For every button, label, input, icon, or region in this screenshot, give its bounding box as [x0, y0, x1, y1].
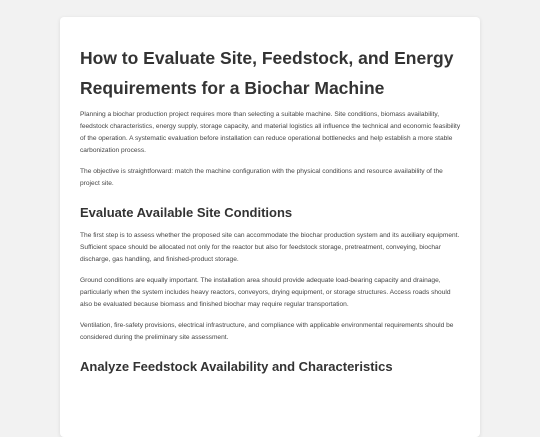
section-heading-feedstock: Analyze Feedstock Availability and Characteristics	[80, 359, 393, 374]
section-heading-site-conditions: Evaluate Available Site Conditions	[80, 205, 293, 220]
section-paragraph: Ground conditions are equally important. The installation area should provide adequate load-bearing capacity and drainage, particularly when the system includes heavy reactors, conveyors, drying equipment, or storage structures. Access roads should also be evaluated because biomass and finished biochar may require regular transportation.	[80, 277, 451, 308]
intro-paragraph: The objective is straightforward: match the machine configuration with the physical conditions and resource availability of the project site.	[80, 168, 443, 187]
article-content	[80, 43, 462, 384]
section-paragraph: Ventilation, fire-safety provisions, electrical infrastructure, and compliance with applicable environmental requirements should be considered during the preliminary site assessment.	[80, 322, 454, 341]
article-title: How to Evaluate Site, Feedstock, and Energy Requirements for a Biochar Machine	[80, 48, 454, 98]
intro-paragraph: Planning a biochar production project requires more than selecting a suitable machine. Site conditions, biomass availability, feedstock characteristics, energy supply, storage capacity, and material logistics all influence the technical and economic feasibility of the operation. A systematic evaluation before installation can reduce operational bottlenecks and help establish a more stable carbonization process.	[80, 111, 461, 154]
section-paragraph: The first step is to assess whether the proposed site can accommodate the biochar production system and its auxiliary equipment. Sufficient space should be allocated not only for the reactor but also for feedstock storage, pretreatment, conveying, biochar discharge, gas handling, and finished-product storage.	[80, 232, 460, 263]
article-card	[60, 17, 480, 437]
